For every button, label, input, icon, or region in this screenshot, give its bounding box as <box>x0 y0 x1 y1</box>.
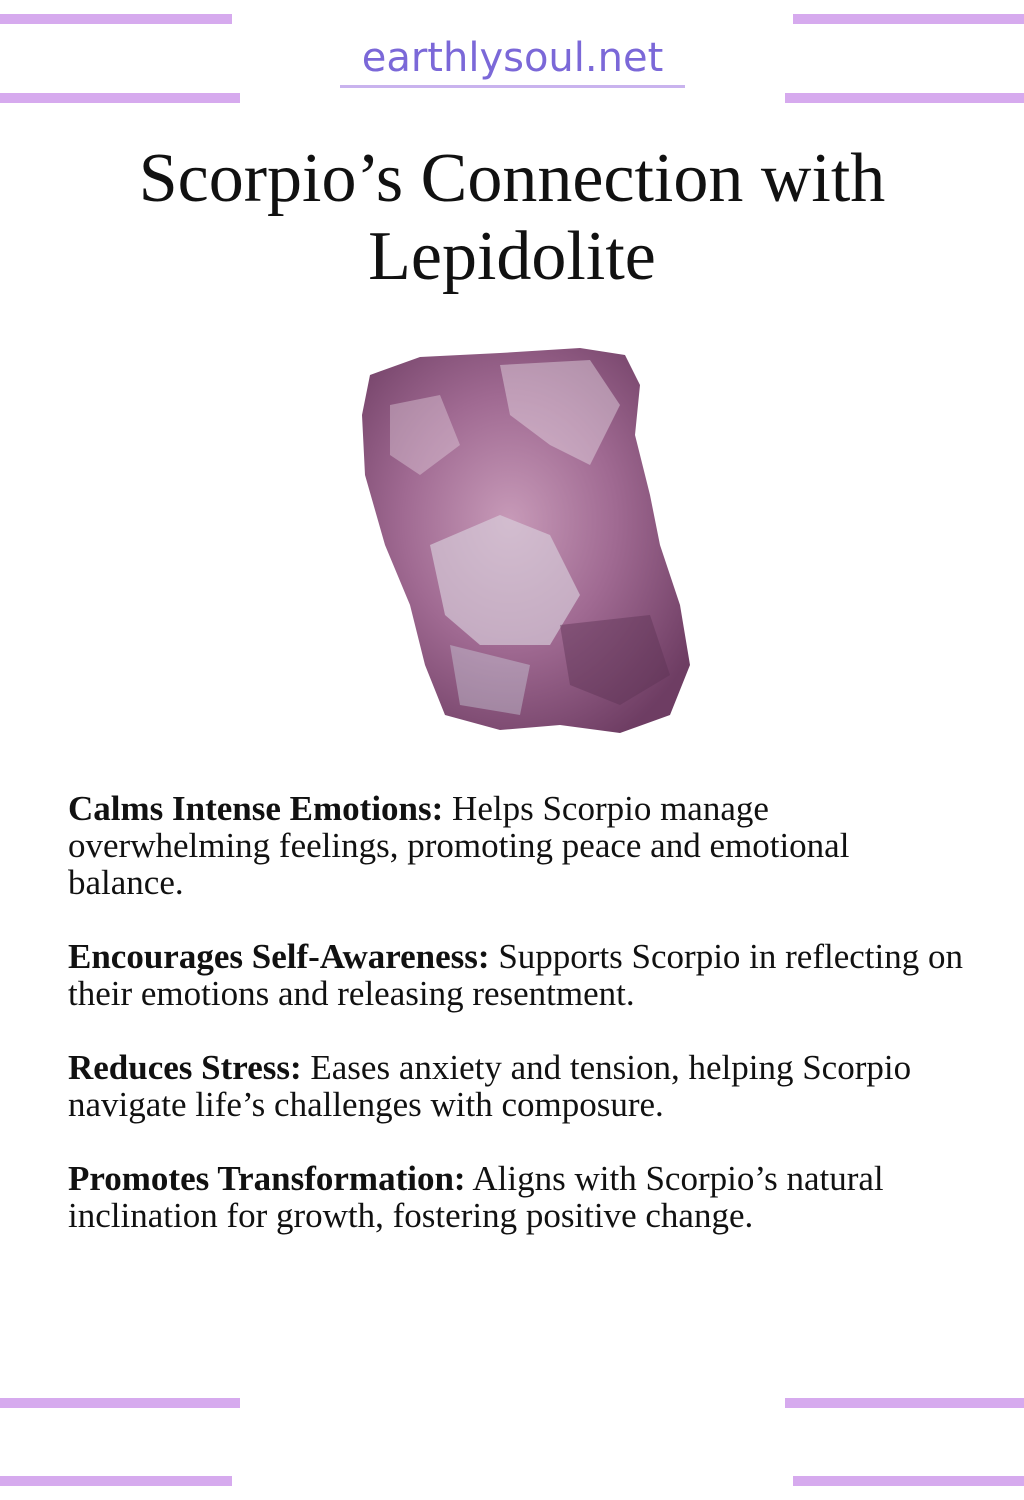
benefit-label: Promotes Transformation: <box>68 1159 466 1198</box>
benefits-list <box>68 790 968 1271</box>
benefit-item <box>68 938 968 1012</box>
logo-underline <box>340 85 685 88</box>
page-title: Scorpio’s Connection with Lepidolite <box>138 140 886 295</box>
benefit-text: Aligns with Scorpio’s natural inclination for growth, fostering positive change. <box>68 1159 884 1235</box>
benefit-text: Supports Scorpio in reflecting on their emotions and releasing resentment. <box>68 937 963 1013</box>
lepidolite-stone-image <box>350 345 695 740</box>
decor-bar-bottom-left-1 <box>0 1398 240 1408</box>
benefit-text: Helps Scorpio manage overwhelming feelings, promoting peace and emotional balance. <box>68 789 850 902</box>
benefit-label: Encourages Self-Awareness: <box>68 937 490 976</box>
benefit-item <box>68 790 968 901</box>
decor-bar-bottom-right-1 <box>785 1398 1024 1408</box>
benefit-item <box>68 1049 968 1123</box>
benefit-label: Reduces Stress: <box>68 1048 302 1087</box>
benefit-label: Calms Intense Emotions: <box>68 789 444 828</box>
decor-bar-top-left-2 <box>0 93 240 103</box>
benefit-item <box>68 1160 968 1234</box>
decor-bar-bottom-right-2 <box>793 1476 1024 1486</box>
site-logo[interactable] <box>340 34 685 90</box>
benefit-text: Eases anxiety and tension, helping Scorpio navigate life’s challenges with composure. <box>68 1048 912 1124</box>
decor-bar-bottom-left-2 <box>0 1476 232 1486</box>
decor-bar-top-right-1 <box>793 14 1024 24</box>
decor-bar-top-right-2 <box>785 93 1024 103</box>
decor-bar-top-left-1 <box>0 14 232 24</box>
logo-text: earthlysoul.net <box>361 35 664 81</box>
